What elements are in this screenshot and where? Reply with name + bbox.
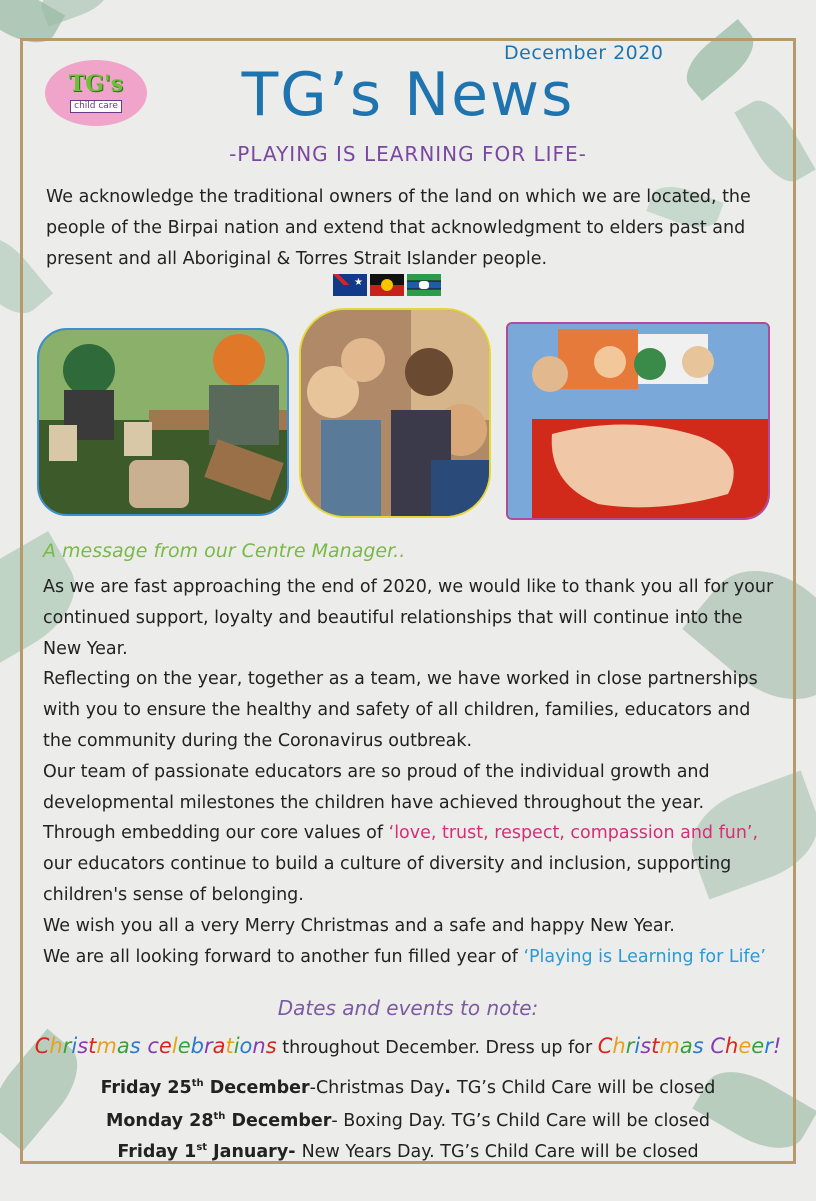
christmas-dressup: throughout December. Dress up for (276, 1038, 598, 1058)
event-row (0, 1142, 816, 1162)
event-day: Monday 28 (105, 1111, 214, 1131)
photo-outdoor-play (37, 328, 289, 516)
core-values: ‘love, trust, respect, compassion and fun’, (388, 823, 759, 844)
event-desc-end: . (444, 1078, 458, 1098)
motto: ‘Playing is Learning for Life’ (523, 946, 766, 967)
event-suffix: th (191, 1078, 204, 1090)
event-closed: TG’s Child Care will be closed (440, 1142, 699, 1162)
acknowledgement-of-country: We acknowledge the traditional owners of the land on which we are located, the people of the Birpai nation and extend that acknowledgment to elders past and present and all Aboriginal & Torres Strait Islander people. (46, 187, 751, 269)
event-separator: - (309, 1078, 316, 1098)
values-outro: our educators continue to build a culture of diversity and inclusion, supporting children's sense of belonging. (43, 854, 732, 905)
christmas-line (0, 1034, 816, 1058)
event-desc: Christmas Day (315, 1078, 445, 1098)
event-suffix: th (213, 1111, 226, 1123)
logo-text: TG's (68, 71, 124, 97)
message-paragraph (43, 818, 778, 910)
motto-intro: We are all looking forward to another fun filled year of (43, 946, 524, 967)
event-desc: Boxing Day (343, 1111, 441, 1131)
event-row (0, 1078, 816, 1098)
photo-sensory-table (506, 322, 770, 520)
event-day: Friday 25 (100, 1078, 192, 1098)
event-desc-end: . (440, 1111, 452, 1131)
event-closed: TG’s Child Care will be closed (457, 1078, 716, 1098)
events-heading: Dates and events to note: (277, 996, 539, 1020)
message-paragraph: Our team of passionate educators are so proud of the individual growth and developmental milestones the children have achieved throughout the year. (43, 761, 710, 813)
event-day: Friday 1 (117, 1142, 197, 1162)
australian-flag-icon (333, 274, 367, 296)
event-row (0, 1111, 816, 1131)
event-closed: TG’s Child Care will be closed (451, 1111, 711, 1131)
message-paragraph: As we are fast approaching the end of 2020, we would like to thank you all for your continued support, loyalty and beautiful relationships that will continue into the New Year. (43, 577, 774, 659)
event-month: December (225, 1111, 332, 1131)
issue-date: December 2020 (504, 42, 664, 64)
newsletter-subtitle: -PLAYING IS LEARNING FOR LIFE- (229, 142, 587, 166)
flags-row (333, 274, 441, 296)
photo-children-group (299, 308, 491, 518)
event-desc: New Years Day (301, 1142, 430, 1162)
event-month: December (203, 1078, 310, 1098)
event-month: January (207, 1142, 289, 1162)
logo-subtext: child care (70, 100, 122, 113)
message-heading: A message from our Centre Manager.. (43, 540, 406, 562)
leaf-decoration (36, 0, 114, 27)
message-paragraph: Reflecting on the year, together as a team, we have worked in close partnerships with you to ensure the healthy and safety of all children, families, educators and the community during the Coronavirus outbreak. (43, 669, 758, 751)
event-suffix: st (196, 1142, 208, 1154)
torres-strait-flag-icon (407, 274, 441, 296)
message-body (43, 572, 778, 972)
newsletter-title: TG’s News (241, 60, 575, 130)
event-desc-end: . (429, 1142, 441, 1162)
aboriginal-flag-icon (370, 274, 404, 296)
christmas-celebrations: Christmas celebrations (34, 1034, 277, 1058)
event-separator: - (288, 1142, 302, 1162)
christmas-cheer: Christmas Cheer! (597, 1034, 782, 1058)
event-separator: - (331, 1111, 344, 1131)
values-intro: Through embedding our core values of (43, 823, 389, 844)
message-paragraph: We wish you all a very Merry Christmas and a safe and happy New Year. (43, 915, 675, 936)
message-paragraph (43, 942, 778, 973)
